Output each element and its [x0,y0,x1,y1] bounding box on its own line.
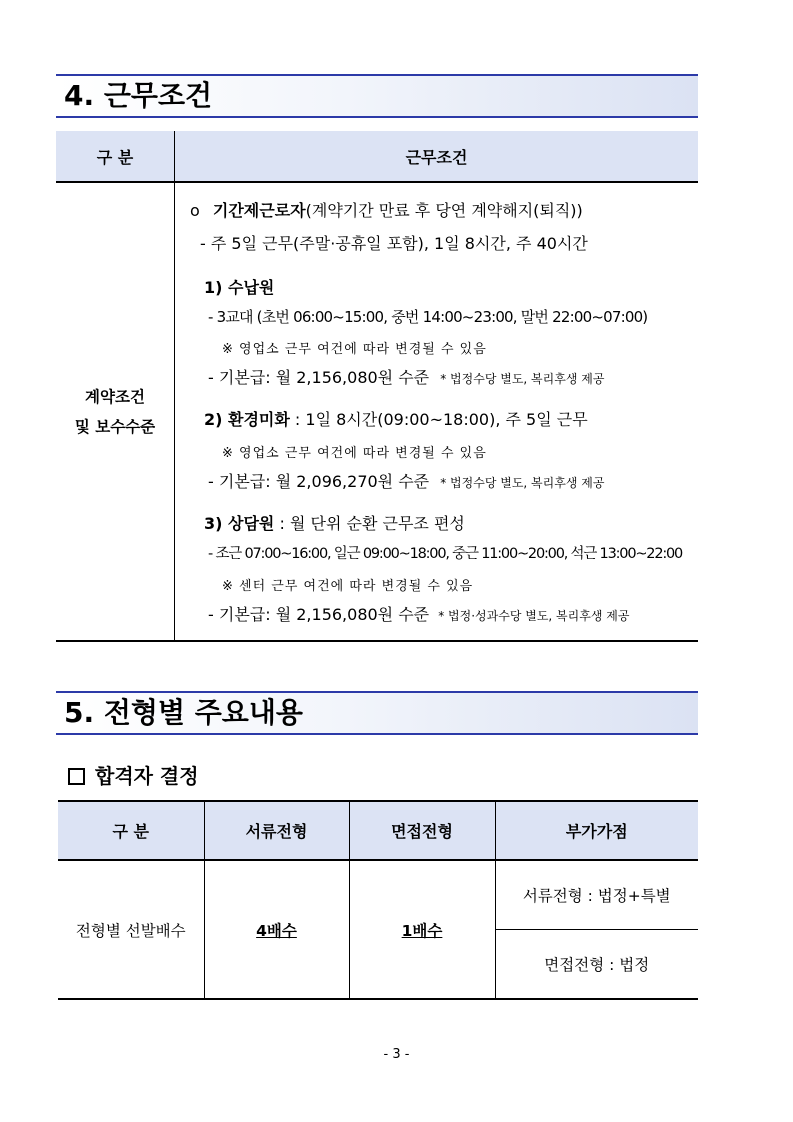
row-label-selection-ratio: 전형별 선발배수 [58,860,204,999]
job-2-title: 2) 환경미화 [204,410,290,429]
table-header-category: 구 분 [56,131,175,182]
job-1-title: 1) 수납원 [204,278,275,297]
page-number: - 3 - [383,1047,410,1062]
job-1-pay-main: - 기본급: 월 2,156,080원 수준 [208,368,430,387]
job-3-pay-main: - 기본급: 월 2,156,080원 수준 [208,605,430,624]
header-category: 구 분 [58,801,204,860]
bullet-marker: o [190,201,200,220]
document-ratio: 4배수 [204,860,349,999]
job-1-pay-note: * 법정수당 별도, 복리후생 제공 [440,372,605,386]
bonus-interview: 면접전형 : 법정 [495,930,698,1000]
row-label-line2: 및 보수수준 [74,417,156,436]
bonus-document: 서류전형 : 법정+특별 [495,860,698,930]
job-2-title-rest: : 1일 8시간(09:00~18:00), 주 5일 근무 [289,410,588,429]
job-3-note: ※ 센터 근무 여건에 따라 변경될 수 있음 [222,579,474,594]
job-2-title-line [204,407,588,430]
job-1-shift: - 3교대 (초번 06:00~15:00, 중번 14:00~23:00, 말번 22:00~07:00) [208,308,648,326]
job-1-pay [208,365,604,388]
subtitle-text: 합격자 결정 [95,764,199,788]
job-3-title-rest: : 월 단위 순환 근무조 편성 [274,514,465,533]
job-3-title: 3) 상담원 [204,514,275,533]
intro-line [190,198,583,221]
job-1-note: ※ 영업소 근무 여건에 따라 변경될 수 있음 [222,342,487,357]
header-document: 서류전형 [204,801,349,860]
job-2-pay-main: - 기본급: 월 2,096,270원 수준 [208,472,430,491]
job-3-pay [208,602,629,625]
header-bonus: 부가가점 [495,801,698,860]
table-header-conditions: 근무조건 [175,131,699,182]
row-label-line1: 계약조건 [85,387,145,406]
subtitle-pass-decision [68,760,199,789]
intro-bold: 기간제근로자 [212,201,306,220]
selection-table [58,800,698,1000]
checkbox-square-icon [68,768,85,785]
job-3-shift: - 조근 07:00~16:00, 일근 09:00~18:00, 중근 11:00~20:00, 석근 13:00~22:00 [208,546,683,562]
intro-detail: - 주 5일 근무(주말·공휴일 포함), 1일 8시간, 주 40시간 [200,234,588,253]
job-2-pay [208,469,604,492]
job-2-note: ※ 영업소 근무 여건에 따라 변경될 수 있음 [222,446,487,461]
intro-rest: (계약기간 만료 후 당연 계약해지(퇴직)) [305,201,583,220]
header-interview: 면접전형 [349,801,495,860]
interview-ratio: 1배수 [349,860,495,999]
section-5-title: 5. 전형별 주요내용 [56,691,698,735]
job-3-title-line [204,511,465,534]
job-3-pay-note: * 법정·성과수당 별도, 복리후생 제공 [438,609,630,623]
section-4-title: 4. 근무조건 [56,74,698,118]
job-2-pay-note: * 법정수당 별도, 복리후생 제공 [440,476,605,490]
row-label [56,182,175,641]
